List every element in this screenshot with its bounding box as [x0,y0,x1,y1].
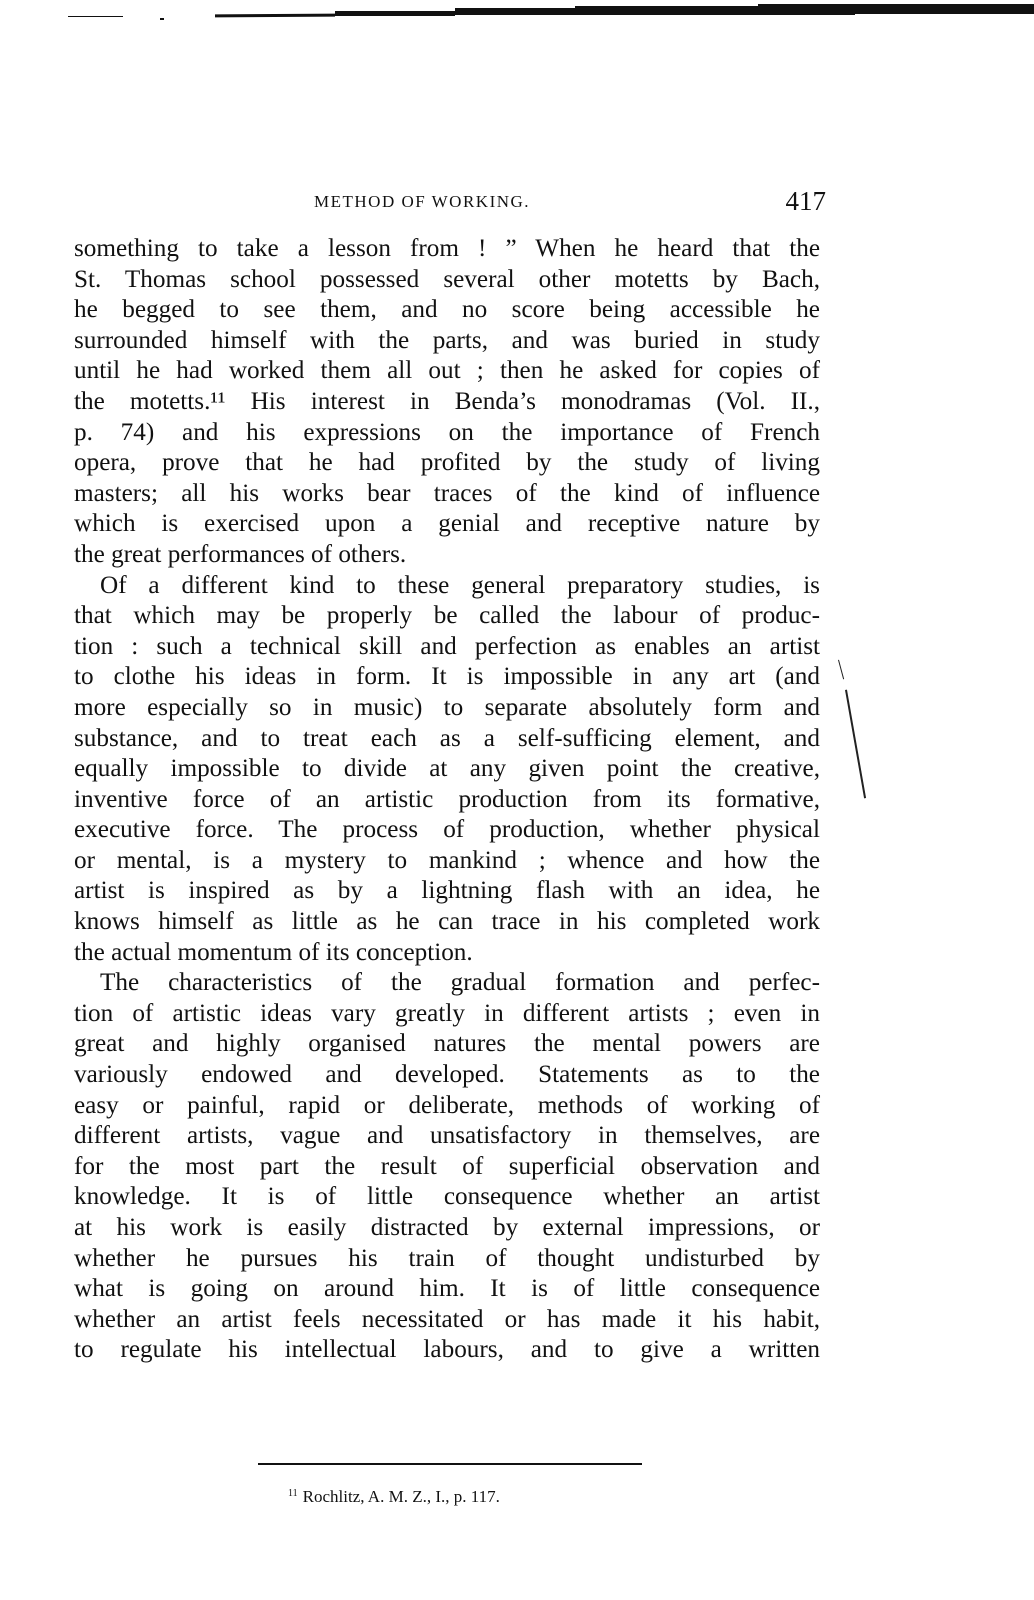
footnote [288,1487,500,1507]
running-title: METHOD OF WORKING. [314,192,531,211]
footnote-text: Rochlitz, A. M. Z., I., p. 117. [302,1487,500,1506]
text-line: what is going on around him. It is of little consequence [74,1275,820,1303]
text-line: easy or painful, rapid or deliberate, methods of working of [74,1091,820,1119]
text-line: or mental, is a mystery to mankind ; whence and how the [74,846,820,874]
text-line: Of a different kind to these general preparatory studies, is [100,571,820,599]
text-line: the actual momentum of its conception. [74,938,473,966]
text-line: surrounded himself with the parts, and was buried in study [74,326,820,354]
text-line: inventive force of an artistic production from its formative, [74,785,820,813]
text-line: which is exercised upon a genial and receptive nature by [74,510,820,538]
text-line: to regulate his intellectual labours, and to give a written [74,1336,820,1364]
text-line: more especially so in music) to separate absolutely form and [74,693,820,721]
text-line: The characteristics of the gradual formation and perfec- [100,969,820,997]
text-line: artist is inspired as by a lightning flash with an idea, he [74,877,820,905]
scan-top-edge-artifact [0,0,1034,20]
text-line: great and highly organised natures the mental powers are [74,1030,820,1058]
text-line: knowledge. It is of little consequence whether an artist [74,1183,820,1211]
text-line: the great performances of others. [74,540,407,568]
text-line: he begged to see them, and no score being accessible he [74,296,820,324]
running-header [74,186,834,226]
text-line: that which may be properly be called the labour of produc- [74,602,820,630]
text-line: opera, prove that he had profited by the study of living [74,449,820,477]
margin-pencil-mark [845,690,866,799]
margin-pencil-mark [838,660,844,680]
footnote-marker: 11 [288,1488,298,1499]
text-line: at his work is easily distracted by external impressions, or [74,1214,820,1241]
text-line: knows himself as little as he can trace in his completed work [74,908,820,936]
text-line: substance, and to treat each as a self-sufficing element, and [74,724,820,752]
text-line: masters; all his works bear traces of the kind of influence [74,479,820,507]
paragraph [74,571,820,969]
text-line: tion of artistic ideas vary greatly in different artists ; even in [74,999,820,1027]
text-line: executive force. The process of production, whether physical [74,816,820,844]
text-line: St. Thomas school possessed several other motetts by Bach, [74,265,820,293]
body-text [74,234,820,1366]
text-line: different artists, vague and unsatisfactory in themselves, are [74,1122,820,1150]
text-line: tion : such a technical skill and perfection as enables an artist [74,632,820,660]
text-line: to clothe his ideas in form. It is impossible in any art (and [74,663,820,691]
text-line: until he had worked them all out ; then he asked for copies of [74,357,820,385]
text-line: whether an artist feels necessitated or has made it his habit, [74,1305,820,1333]
text-line: the motetts.¹¹ His interest in Benda’s monodramas (Vol. II., [74,387,820,415]
page-number: 417 [785,186,826,216]
text-line: variously endowed and developed. Statements as to the [74,1061,820,1089]
text-line: for the most part the result of superficial observation and [74,1152,820,1180]
text-line: p. 74) and his expressions on the importance of French [74,418,820,446]
footnote-divider [258,1463,642,1465]
text-line: equally impossible to divide at any given point the creative, [74,755,820,783]
paragraph [74,234,820,571]
paragraph [74,968,820,1366]
text-line: something to take a lesson from ! ” When he heard that the [74,235,820,262]
text-line: whether he pursues his train of thought undisturbed by [74,1244,820,1272]
